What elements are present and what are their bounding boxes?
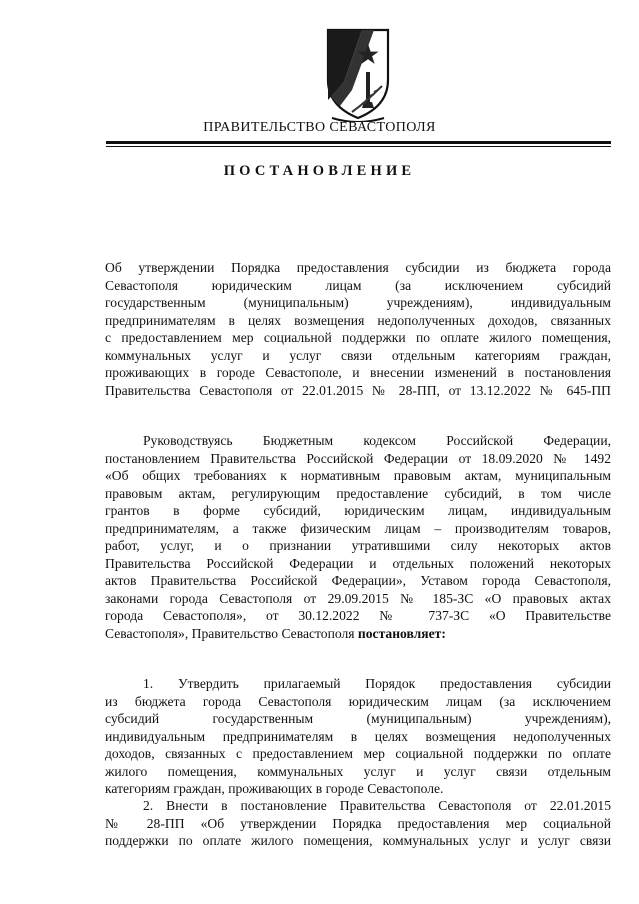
item2-line: № 28-ПП «Об утверждении Порядка предоставления мер социальной [105,815,611,831]
subject-line: коммунальных услуг и услуг связи отдельным категориям граждан, [105,347,611,363]
item1-line: доходов, связанных с предоставлением мер социальной поддержки по оплате [105,746,611,761]
preamble-line: грантов в форме субсидий, юридическим лицам, индивидуальным [105,503,611,518]
sevastopol-coat-of-arms-icon [322,22,394,122]
subject-line: Правительства Севастополя от 22.01.2015 № 28-ПП, от 13.12.2022 № 645-ПП [105,382,611,398]
preamble-line: правовым актам, регулирующим предоставление субсидий, в том числе [105,485,611,501]
preamble-line: Правительства Российской Федерации и отдельных положений некоторых [105,555,611,571]
resolution-subject [105,259,611,399]
preamble-line: законами города Севастополя от 29.09.2015 № 185-ЗС «О правовых актах [105,590,611,606]
header-rule-thick [106,141,611,144]
subject-line: предпринимателям в целях возмещения недополученных доходов, связанных [105,312,611,328]
header-rule-thin [106,146,611,147]
preamble-line: города Севастополя», от 30.12.2022 № 737-ЗС «О Правительстве [105,608,611,623]
preamble-line: предпринимателям, а также физическим лицам – производителям товаров, [105,520,611,536]
item1-line: 1. Утвердить прилагаемый Порядок предоставления субсидии [143,676,611,691]
preamble-paragraph [105,432,611,642]
subject-line: с предоставлением мер социальной поддержки по оплате жилого помещения, [105,330,611,345]
preamble-line: «Об общих требованиях к нормативным правовым актам, муниципальным [105,468,611,483]
item1-line: жилого помещения, коммунальных услуг и услуг связи отдельным [105,763,611,779]
preamble-closing-line [105,625,611,643]
document-type: ПОСТАНОВЛЕНИЕ [223,163,416,179]
item1-line: категориям граждан, проживающих в городе Севастополе. [105,781,444,796]
preamble-line: постановлением Правительства Российской Федерации от 18.09.2020 № 1492 [105,450,611,466]
subject-line: Об утверждении Порядка предоставления субсидии из бюджета города [105,260,611,275]
preamble-line: Руководствуясь Бюджетным кодексом Российской Федерации, [143,433,611,448]
resolution-item-1 [105,675,611,798]
item1-line: индивидуальным предпринимателям в целях возмещения недополученных [105,728,611,744]
subject-line: проживающих в городе Севастополе, и внесении изменений в постановления [105,365,611,380]
item2-line: поддержки по оплате жилого помещения, коммунальных услуг и услуг связи [105,833,611,848]
item2-line: 2. Внести в постановление Правительства Севастополя от 22.01.2015 [143,798,611,813]
resolves-keyword: постановляет: [357,625,446,641]
preamble-line: актов Правительства Российской Федерации», Уставом города Севастополя, [105,573,611,588]
subject-line: Севастополя юридическим лицам (за исключением субсидий [105,277,611,293]
preamble-line: работ, услуг, и о признании утратившими силу некоторых актов [105,538,611,553]
item1-line: субсидий государственным (муниципальным) учреждениям), [105,711,611,726]
subject-line: государственным (муниципальным) учреждениям), индивидуальным [105,295,611,310]
organization-title: ПРАВИТЕЛЬСТВО СЕВАСТОПОЛЯ [203,120,436,135]
resolution-item-2 [105,797,611,850]
item1-line: из бюджета города Севастополя юридическим лицам (за исключением [105,693,611,709]
preamble-closing-text: Севастополя», Правительство Севастополя [105,625,358,641]
